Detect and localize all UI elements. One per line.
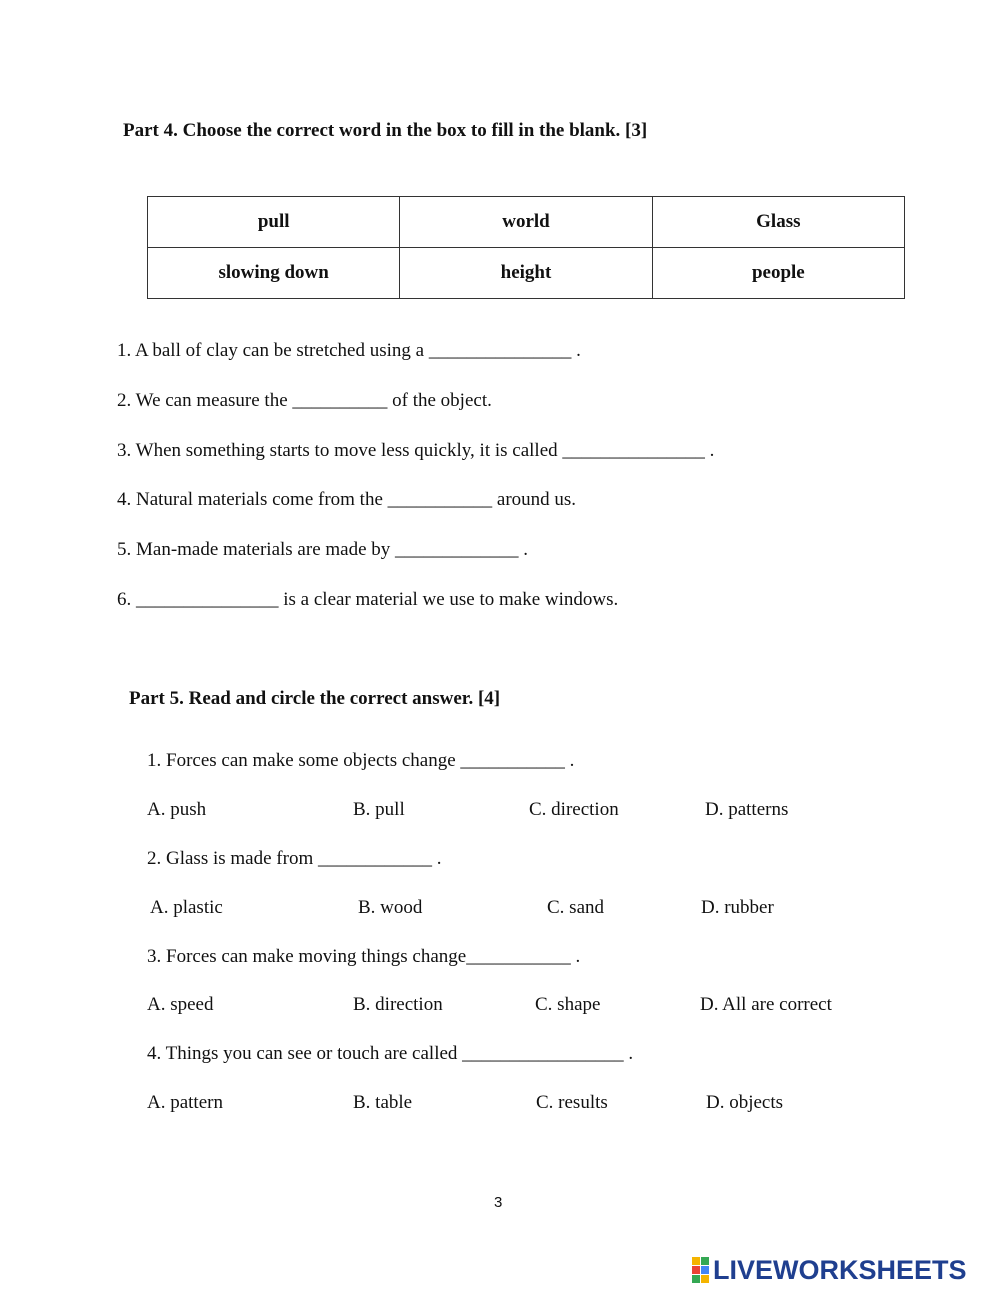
question-3: 3. Forces can make moving things change___________ .	[147, 946, 581, 967]
q3-option-c[interactable]: C. shape	[535, 994, 601, 1015]
page-number: 3	[494, 1194, 503, 1211]
q4-option-b[interactable]: B. table	[353, 1092, 413, 1113]
q2-option-d[interactable]: D. rubber	[701, 897, 774, 918]
fill-blank-sentence-5[interactable]: 5. Man-made materials are made by _____________ .	[117, 539, 529, 560]
q3-option-a[interactable]: A. speed	[147, 994, 214, 1015]
q1-option-a[interactable]: A. push	[147, 799, 207, 820]
part5-heading: Part 5. Read and circle the correct answer. [4]	[129, 688, 501, 709]
q1-option-c[interactable]: C. direction	[529, 799, 619, 820]
q2-option-a[interactable]: A. plastic	[150, 897, 223, 918]
word-box-cell: slowing down	[148, 248, 400, 299]
liveworksheets-brand: LIVEWORKSHEETS	[713, 1254, 967, 1285]
fill-blank-sentence-1[interactable]: 1. A ball of clay can be stretched using a _______________ .	[117, 340, 581, 361]
word-box-cell: Glass	[652, 197, 904, 248]
fill-blank-sentence-4[interactable]: 4. Natural materials come from the ___________ around us.	[117, 489, 577, 510]
q1-option-d[interactable]: D. patterns	[705, 799, 789, 820]
q1-option-b[interactable]: B. pull	[353, 799, 405, 820]
q4-option-a[interactable]: A. pattern	[147, 1092, 223, 1113]
word-box-cell: people	[652, 248, 904, 299]
word-box-row	[148, 248, 905, 299]
fill-blank-sentence-6[interactable]: 6. _______________ is a clear material we use to make windows.	[117, 589, 619, 610]
q3-option-b[interactable]: B. direction	[353, 994, 443, 1015]
fill-blank-sentence-3[interactable]: 3. When something starts to move less quickly, it is called _______________ .	[117, 440, 715, 461]
q4-option-d[interactable]: D. objects	[706, 1092, 784, 1113]
liveworksheets-logo	[692, 1254, 967, 1286]
fill-blank-sentence-2[interactable]: 2. We can measure the __________ of the object.	[117, 390, 492, 411]
word-box	[147, 196, 905, 299]
word-box-row	[148, 197, 905, 248]
word-box-cell: world	[400, 197, 652, 248]
question-1: 1. Forces can make some objects change ___________ .	[147, 750, 575, 771]
q4-option-c[interactable]: C. results	[536, 1092, 608, 1113]
word-box-cell: height	[400, 248, 652, 299]
part4-heading: Part 4. Choose the correct word in the box to fill in the blank. [3]	[123, 120, 648, 141]
q2-option-b[interactable]: B. wood	[358, 897, 423, 918]
q3-option-d[interactable]: D. All are correct	[700, 994, 832, 1015]
q2-option-c[interactable]: C. sand	[547, 897, 604, 918]
question-2: 2. Glass is made from ____________ .	[147, 848, 442, 869]
word-box-cell: pull	[148, 197, 400, 248]
liveworksheets-logo-icon	[692, 1257, 710, 1283]
question-4: 4. Things you can see or touch are called _________________ .	[147, 1043, 634, 1064]
